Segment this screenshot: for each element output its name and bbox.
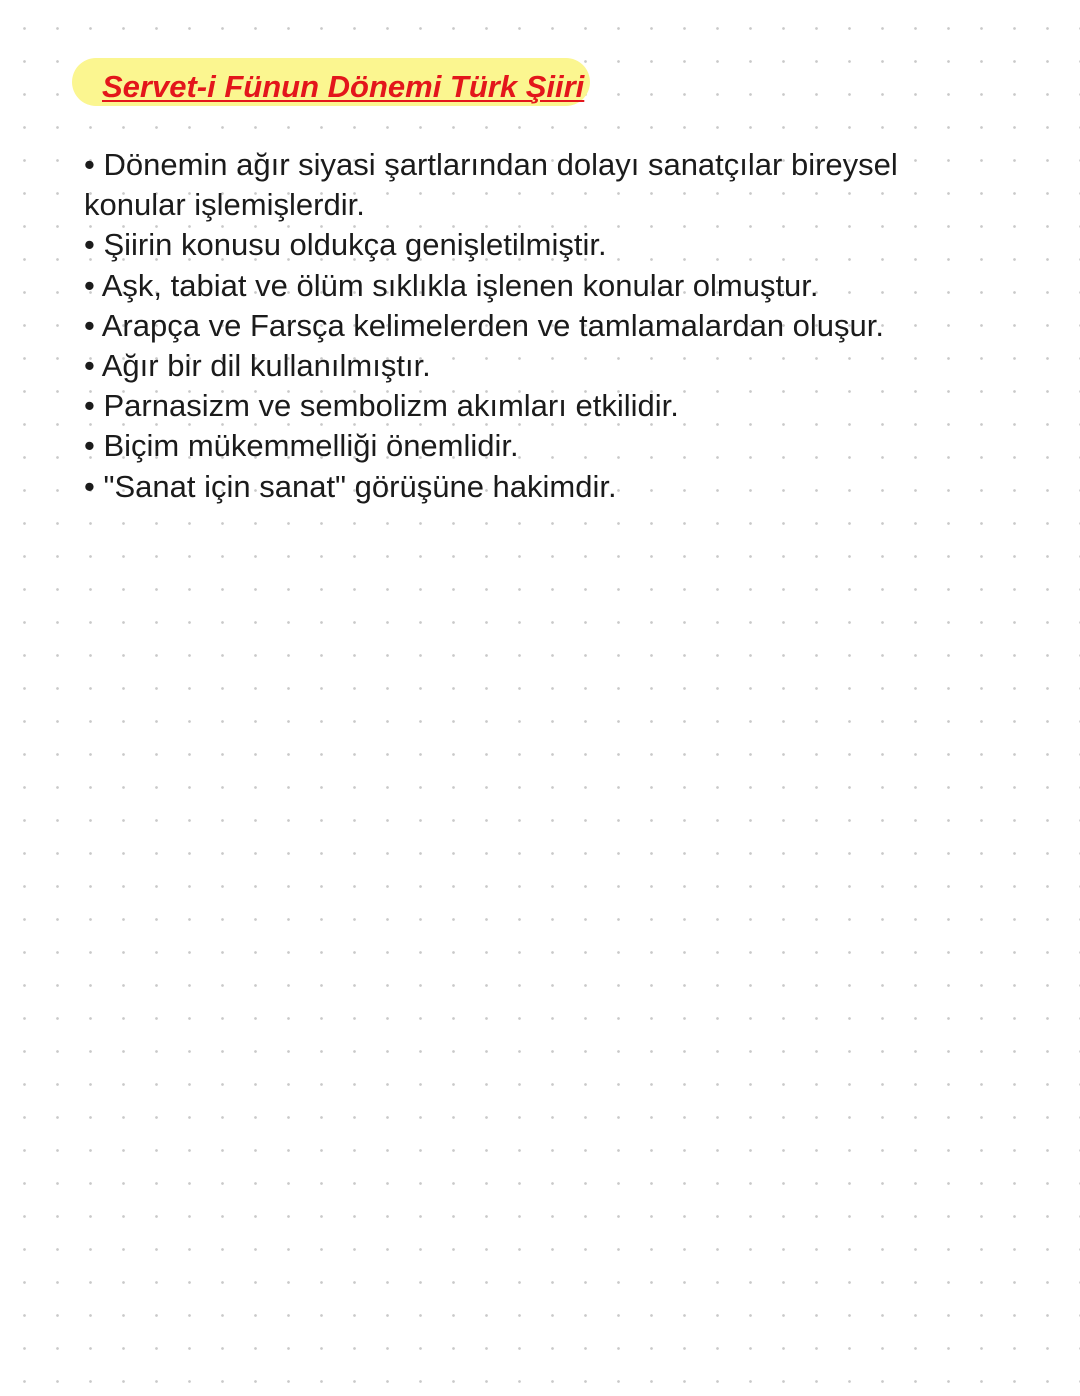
- text-line: • Ağır bir dil kullanılmıştır.: [84, 348, 431, 384]
- text-line: • Aşk, tabiat ve ölüm sıklıkla işlenen konular olmuştur.: [84, 267, 819, 303]
- text-line: • Dönemin ağır siyasi şartlarından dolayı sanatçılar bireysel: [84, 147, 898, 182]
- note-content: [84, 145, 1014, 507]
- text-line: • "Sanat için sanat" görüşüne hakimdir.: [84, 468, 617, 504]
- page-title: Servet-i Fünun Dönemi Türk Şiiri: [102, 69, 585, 104]
- text-line: • Biçim mükemmelliği önemlidir.: [84, 428, 519, 464]
- text-line: • Arapça ve Farsça kelimelerden ve tamlamalardan oluşur.: [84, 307, 885, 343]
- text-line: konular işlemişlerdir.: [84, 187, 365, 223]
- text-line: • Şiirin konusu oldukça genişletilmiştir.: [84, 227, 607, 263]
- text-line: • Parnasizm ve sembolizm akımları etkilidir.: [84, 388, 679, 424]
